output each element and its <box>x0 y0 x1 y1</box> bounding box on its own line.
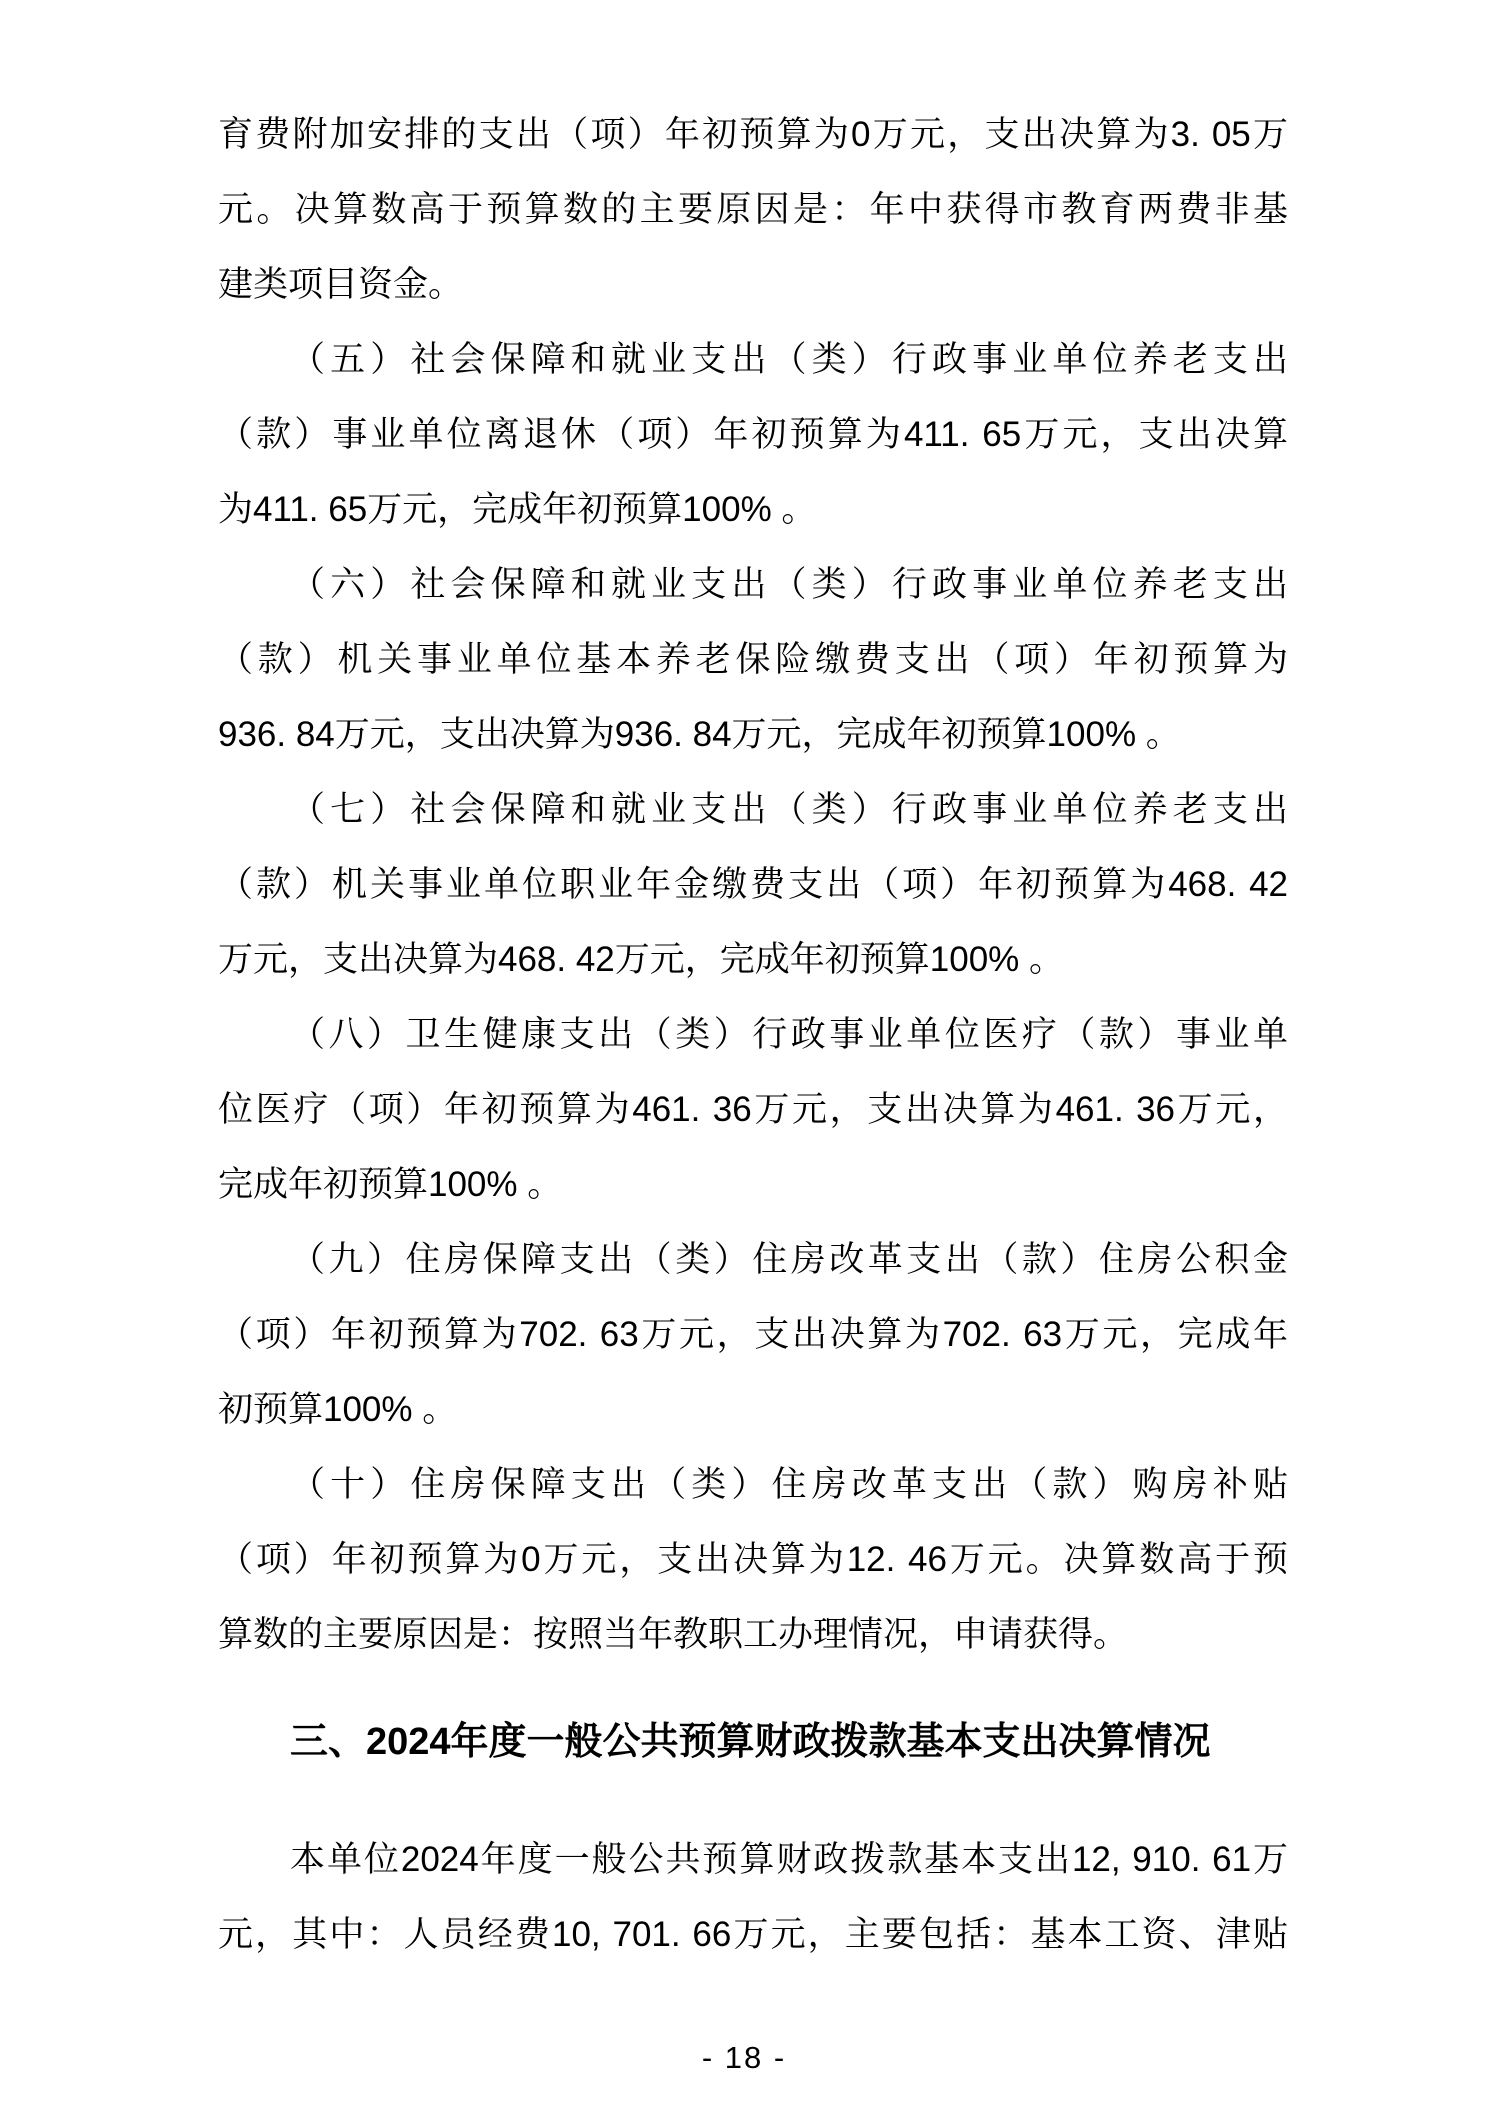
text-line: 元。决算数高于预算数的主要原因是：年中获得市教育两费非基 <box>218 190 1288 229</box>
text-line: （款）事业单位离退休（项）年初预算为411. 65万元，支出决算 <box>218 415 1288 454</box>
text-line: 完成年初预算100% 。 <box>218 1165 563 1204</box>
section-heading: 三、2024年度一般公共预算财政拨款基本支出决算情况 <box>290 1721 1211 1763</box>
text-line: （十）住房保障支出（类）住房改革支出（款）购房补贴 <box>290 1465 1288 1504</box>
text-line: 建类项目资金。 <box>218 265 464 304</box>
text-line: （七）社会保障和就业支出（类）行政事业单位养老支出 <box>290 790 1288 829</box>
text-line: 育费附加安排的支出（项）年初预算为0万元，支出决算为3. 05万 <box>218 115 1288 154</box>
text-line: （项）年初预算为702. 63万元，支出决算为702. 63万元，完成年 <box>218 1315 1288 1354</box>
document-body <box>218 97 1288 1972</box>
text-line: 初预算100% 。 <box>218 1390 458 1429</box>
text-line: （八）卫生健康支出（类）行政事业单位医疗（款）事业单 <box>290 1015 1288 1054</box>
page-number: - 18 - <box>701 2040 787 2075</box>
text-line: （九）住房保障支出（类）住房改革支出（款）住房公积金 <box>290 1240 1288 1279</box>
text-line: （款）机关事业单位基本养老保险缴费支出（项）年初预算为 <box>218 640 1288 679</box>
text-line: 算数的主要原因是：按照当年教职工办理情况，申请获得。 <box>218 1615 1129 1654</box>
text-line: 本单位2024年度一般公共预算财政拨款基本支出12, 910. 61万 <box>290 1840 1288 1879</box>
text-line: 位医疗（项）年初预算为461. 36万元，支出决算为461. 36万元， <box>218 1090 1288 1129</box>
text-line: 元，其中：人员经费10, 701. 66万元，主要包括：基本工资、津贴 <box>218 1915 1288 1954</box>
text-line: （款）机关事业单位职业年金缴费支出（项）年初预算为468. 42 <box>218 865 1288 904</box>
text-line: （六）社会保障和就业支出（类）行政事业单位养老支出 <box>290 565 1288 604</box>
text-line: （项）年初预算为0万元，支出决算为12. 46万元。决算数高于预 <box>218 1540 1288 1579</box>
text-line: 936. 84万元，支出决算为936. 84万元，完成年初预算100% 。 <box>218 715 1181 754</box>
text-line: 万元，支出决算为468. 42万元，完成年初预算100% 。 <box>218 940 1065 979</box>
text-line: 为411. 65万元，完成年初预算100% 。 <box>218 490 817 529</box>
text-line: （五）社会保障和就业支出（类）行政事业单位养老支出 <box>290 340 1288 379</box>
